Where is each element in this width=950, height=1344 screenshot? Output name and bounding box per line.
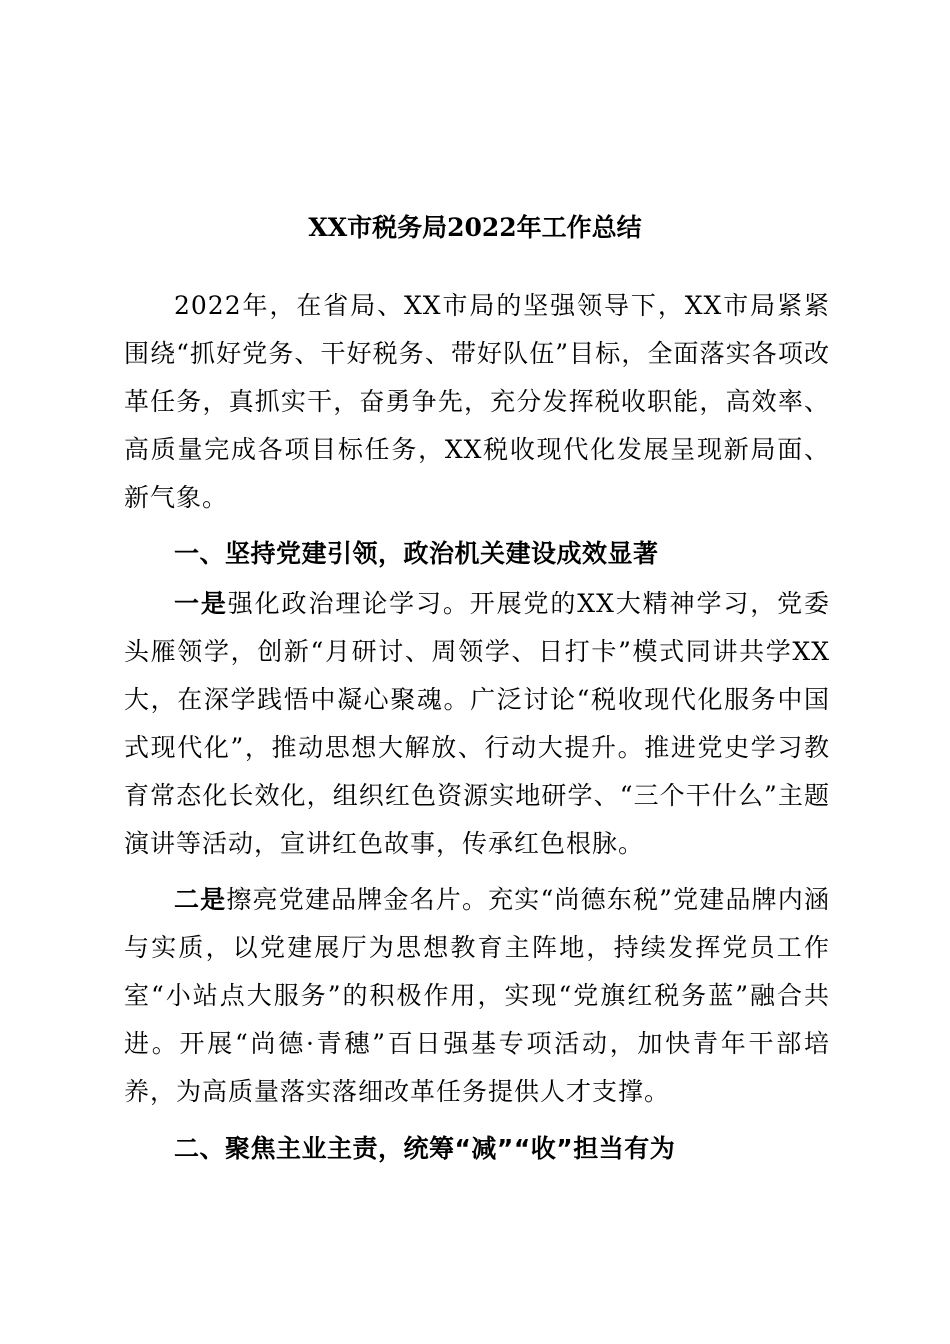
section-heading-1: 一、坚持党建引领，政治机关建设成效显著 — [174, 539, 659, 568]
paragraph-text: 强化政治理论学习。开展党的XX大精神学习，党委头雁领学，创新“月研讨、周领学、日打卡”模式同讲共学XX大，在深学践悟中凝心聚魂。广泛讨论“税收现代化服务中国式现代化”，推动思想大解放、行动大提升。推进党史学习教育常态化长效化，组织红色资源实地研学、“三个干什么”主题演讲等活动，宣讲红色故事，传承红色根脉。 — [124, 589, 830, 858]
intro-paragraph: 2022年，在省局、XX市局的坚强领导下，XX市局紧紧围绕“抓好党务、干好税务、带好队伍”目标，全面落实各项改革任务，真抓实干，奋勇争先，充分发挥税收职能，高效率、高质量完成各项目标任务，XX税收现代化发展呈现新局面、新气象。 — [124, 291, 830, 512]
document-title: XX市税务局2022年工作总结 — [308, 213, 642, 242]
section-1-paragraph-1 — [124, 580, 830, 868]
section-heading-2: 二、聚焦主业主责，统筹“减”“收”担当有为 — [174, 1134, 676, 1163]
paragraph-lead: 二是 — [174, 885, 227, 914]
paragraph-text: 擦亮党建品牌金名片。充实“尚德东税”党建品牌内涵与实质，以党建展厅为思想教育主阵地，持续发挥党员工作室“小站点大服务”的积极作用，实现“党旗红税务蓝”融合共进。开展“尚德·青穗”百日强基专项活动，加快青年干部培养，为高质量落实落细改革任务提供人才支撑。 — [124, 885, 830, 1106]
paragraph-lead: 一是 — [174, 589, 228, 618]
section-1-paragraph-2 — [124, 876, 830, 1116]
